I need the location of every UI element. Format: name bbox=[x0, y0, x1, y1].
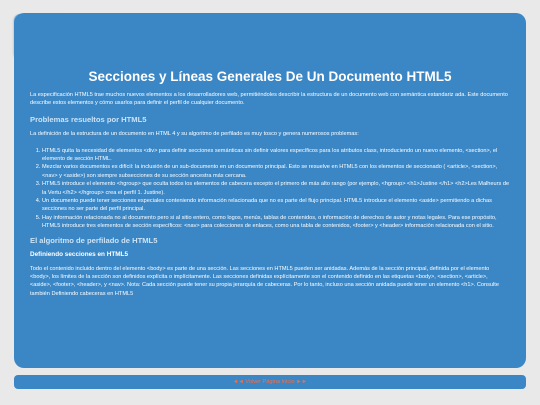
footer-bar bbox=[14, 375, 526, 389]
back-home-link-label: Volver Página Inicio bbox=[245, 379, 295, 385]
list-item: 4. Un documento puede tener secciones especiales conteniendo información relacionada que no es parte del flujo principal. HTML5 introduce el elemento <aside> permitiendo a dichas secciones no ser parte del perfil principal. bbox=[42, 197, 510, 214]
problems-list bbox=[30, 147, 510, 231]
article-content bbox=[30, 91, 510, 306]
algorithm-paragraph: Todo el contenido incluido dentro del elemento <body> es parte de una sección. Las secciones en HTML5 pueden ser anidadas. Además de la sección principal, definida por el elemento <body>, los límites de la sección son definidos explícita o implícitamente. Las secciones definidas explícitamente son el contenido definido en las etiquetas <body>, <section>, <article>, <aside>, <footer>, <header>, y <nav>. Nota: Cada sección puede tener su propia jerarquía de cabeceras. Por lo tanto, incluso una sección anidada puede tener un elemento <h1>. Consulte también Definiendo cabeceras en HTML5 bbox=[30, 265, 499, 297]
section-heading-algorithm: El algoritmo de perfilado de HTML5 bbox=[30, 235, 158, 245]
double-arrow-right-icon: ►► bbox=[296, 379, 308, 385]
section-heading-problems: Problemas resueltos por HTML5 bbox=[30, 114, 147, 124]
problems-lead: La definición de la estructura de un documento en HTML 4 y su algoritmo de perfilado es muy tosco y genera numerosos problemas: bbox=[30, 131, 359, 138]
main-panel bbox=[14, 13, 526, 368]
list-item: 1. HTML5 quita la necesidad de elementos <div> para definir secciones semánticas sin definir valores específicos para los atributos class, introduciendo un nuevo elemento, <section>, el elemento de sección HTML. bbox=[42, 147, 510, 164]
back-home-link[interactable] bbox=[233, 379, 307, 385]
list-item: 2. Mezclar varios documentos es difícil: la inclusión de un sub-documento en un documento principal. Esto se resuelve en HTML5 con los elementos de seccionado ( <article>, <section>, <nav> y <aside>) son siempre subsecciones de su sección ancestra más cercana. bbox=[42, 163, 510, 180]
subsection-heading-defining: Definiendo secciones en HTML5 bbox=[30, 251, 129, 259]
list-item: 5. Hay información relacionada no al documento pero si al sitio entero, como logos, menús, tablas de contenidos, o información de derechos de autor y notas legales. Para ese propósito, HTML5 introduce tres elementos de sección específicos: <nav> para colecciones de enlaces, como una tabla de contenidos, <footer> y <header> información relacionada con el sitio. bbox=[42, 214, 510, 231]
list-item: 3. HTML5 introduce el elemento <hgroup> que oculta todos los elementos de cabecera excepto el primero de más alto rango (por ejemplo, <hgroup> <h1>Justine </h1> <h2>Les Malheurs de la Vertu </h2> </hgroup> crea el perfil 1. Justine). bbox=[42, 180, 510, 197]
intro-paragraph: La especificación HTML5 trae muchos nuevos elementos a los desarrolladores web, permitiéndoles describir la estructura de un documento web con semántica estandariz ada. Este documento describe estos elementos y cómo usarlos para definir el perfil de cualquier documento. bbox=[30, 92, 508, 107]
page-title: Secciones y Líneas Generales De Un Documento HTML5 bbox=[88, 69, 452, 84]
double-arrow-left-icon: ◄◄ bbox=[232, 379, 244, 385]
